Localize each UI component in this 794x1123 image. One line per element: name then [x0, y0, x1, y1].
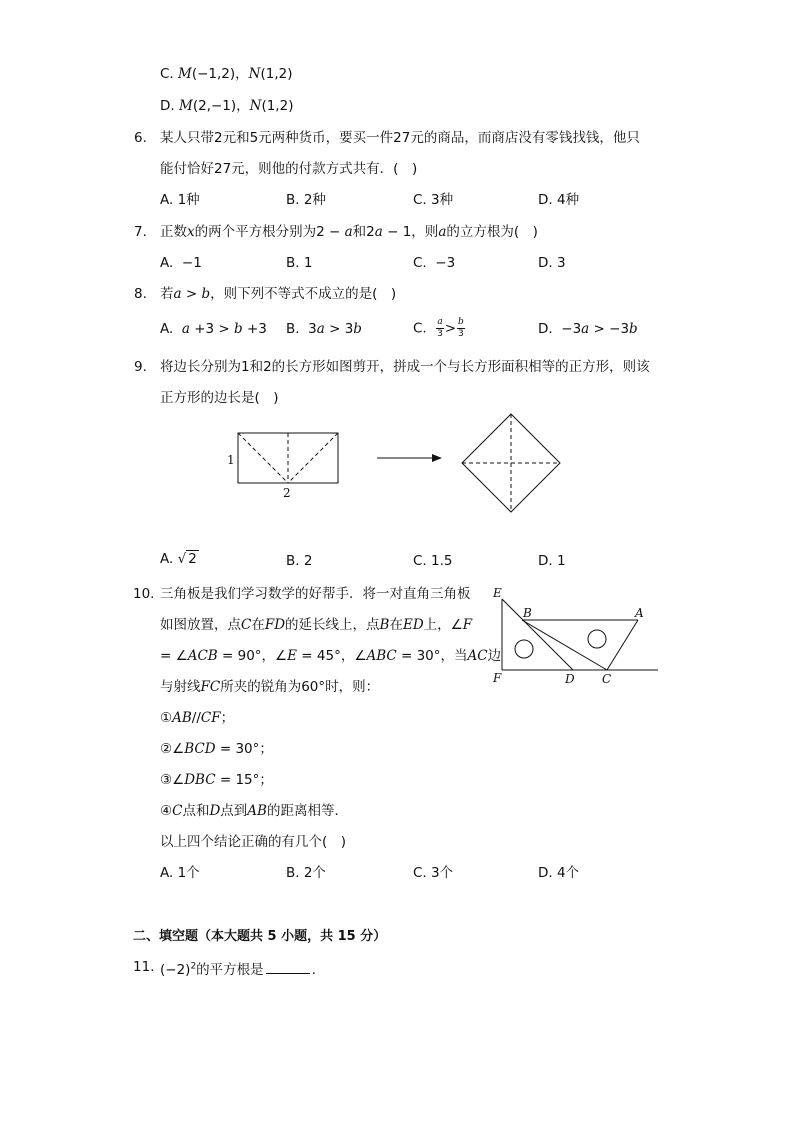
q9-option-b: B. 2 — [286, 553, 313, 569]
q10-option-b: B. 2个 — [286, 865, 326, 881]
q8-number: 8. — [134, 286, 147, 302]
q6-option-a: A. 1种 — [160, 192, 200, 208]
q10-number: 10. — [133, 586, 155, 602]
q6-number: 6. — [134, 130, 147, 146]
q10-stem-line1: 三角板是我们学习数学的好帮手．将一对直角三角板 — [160, 586, 471, 602]
option-label: C. — [160, 66, 174, 82]
q5-option-d: D. M(2,−1)，N(1,2) — [160, 98, 294, 114]
arrow-head-icon — [432, 454, 442, 462]
label-side-1: 1 — [227, 453, 235, 467]
segment-ed — [502, 599, 573, 670]
label-d: D — [565, 672, 575, 686]
segment-bc — [522, 620, 607, 670]
q11-stem: $(-2)^2$的平方根是 . — [160, 961, 316, 978]
q10-statement-1: ①AB//CF； — [160, 710, 235, 726]
q9-number: 9. — [134, 359, 147, 375]
q7-option-b: B. 1 — [286, 255, 313, 271]
q6-stem-line1: 某人只带2元和5元两种货币，要买一件27元的商品，而商店没有零钱找钱，他只 — [160, 130, 640, 146]
fraction: $\frac{a}{3}$ — [437, 317, 443, 339]
fraction: $\frac{b}{3}$ — [458, 317, 464, 339]
q11-number: 11. — [133, 959, 155, 975]
q10-option-c: C. 3个 — [413, 865, 454, 881]
q6-option-d: D. 4种 — [538, 192, 580, 208]
q8-option-a: A. a +3 > b +3 — [160, 321, 267, 337]
q10-statement-4: ④C点和D点到AB的距离相等． — [160, 803, 348, 819]
q8-option-c: C. $\frac{a}{3}$ > $\frac{b}{3}$ — [413, 317, 464, 339]
q6-option-c: C. 3种 — [413, 192, 454, 208]
q7-option-a: A. −1 — [160, 255, 202, 271]
q6-option-b: B. 2种 — [286, 192, 326, 208]
q7-option-d: D. 3 — [538, 255, 566, 271]
q10-option-d: D. 4个 — [538, 865, 580, 881]
q5-option-c: C. M(−1,2)，N(1,2) — [160, 66, 293, 82]
q10-statement-3: ③∠DBC = 15°； — [160, 772, 273, 788]
section-heading: 二、填空题（本大题共 5 小题，共 15 分） — [133, 929, 387, 944]
label-e: E — [493, 586, 502, 600]
q9-option-c: C. 1.5 — [413, 553, 453, 569]
q7-number: 7. — [134, 224, 147, 240]
answer-blank — [266, 961, 310, 974]
q6-stem-line2: 能付恰好27元，则他的付款方式共有．( ) — [160, 161, 418, 177]
segment-ac — [607, 620, 638, 670]
q9-figure — [220, 410, 580, 520]
q10-statement-2: ②∠BCD = 30°； — [160, 741, 273, 757]
q10-stem-line3: = ∠ACB = 90°，∠E = 45°，∠ABC = 30°，当AC边 — [160, 648, 502, 664]
q10-option-a: A. 1个 — [160, 865, 200, 881]
q7-option-c: C. −3 — [413, 255, 456, 271]
sqrt-expression: √ 2 — [177, 551, 197, 567]
label-c: C — [602, 672, 612, 686]
cut-line — [288, 433, 338, 483]
q10-stem-line2: 如图放置，点C在FD的延长线上，点B在ED上，∠F — [160, 617, 473, 633]
q8-stem: 若a > b，则下列不等式不成立的是( ) — [160, 286, 397, 302]
label-a: A — [635, 606, 644, 620]
q10-stem-line4: 与射线FC所夹的锐角为60°时，则： — [160, 679, 380, 695]
label-b: B — [523, 606, 532, 620]
q10-figure — [490, 585, 670, 690]
ruler-hole-right — [588, 630, 606, 648]
ruler-hole-left — [515, 640, 533, 658]
q8-option-d: D. −3a > −3b — [538, 321, 638, 337]
q9-stem-line2: 正方形的边长是( ) — [160, 390, 279, 406]
q10-question: 以上四个结论正确的有几个( ) — [160, 834, 347, 850]
label-side-2: 2 — [283, 486, 291, 500]
q9-option-d: D. 1 — [538, 553, 566, 569]
label-f: F — [493, 671, 502, 685]
cut-line — [238, 433, 288, 483]
option-label: D. — [160, 98, 175, 114]
q9-option-a: A. √ 2 — [160, 551, 197, 567]
q8-option-b: B. 3a > 3b — [286, 321, 362, 337]
q9-stem-line1: 将边长分别为1和2的长方形如图剪开，拼成一个与长方形面积相等的正方形，则该 — [160, 359, 650, 375]
q7-stem: 正数x的两个平方根分别为2 − a和2a − 1，则a的立方根为( ) — [160, 224, 538, 240]
